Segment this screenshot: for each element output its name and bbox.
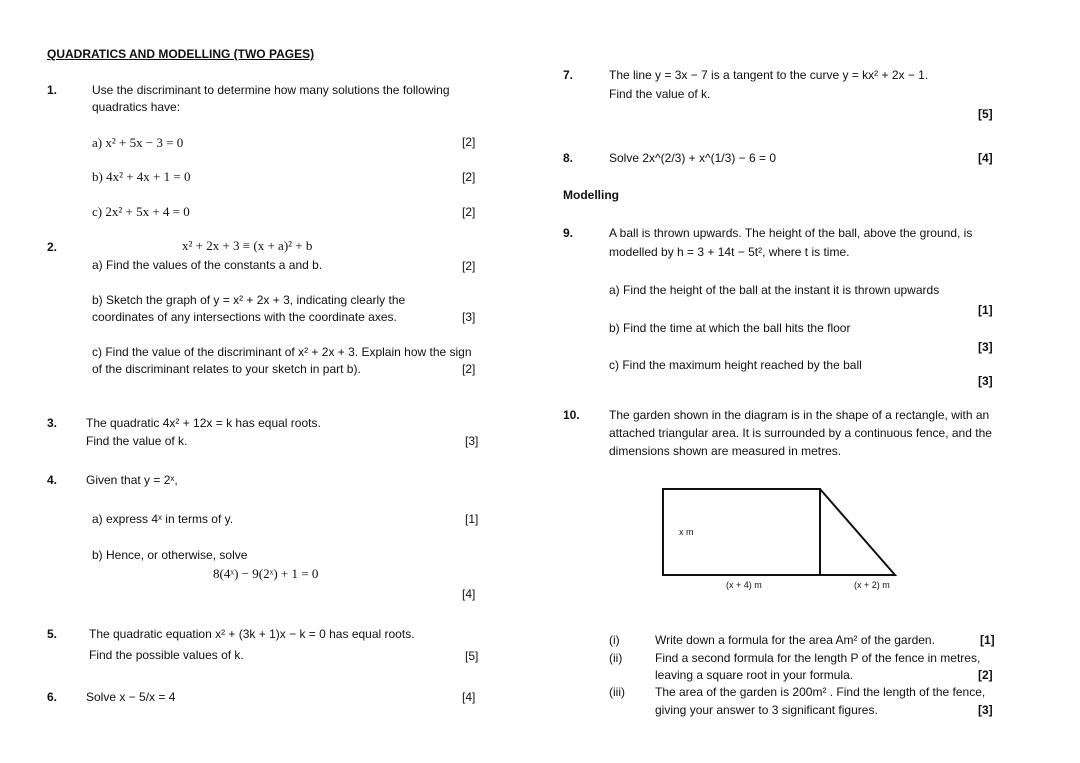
bottom-left-label: (x + 4) m bbox=[726, 580, 762, 590]
q1b-marks: [2] bbox=[462, 170, 476, 184]
q2a-text: a) Find the values of the constants a and b. bbox=[92, 258, 323, 272]
q9a-text: a) Find the height of the ball at the instant it is thrown upwards bbox=[609, 283, 940, 297]
q7-text-line2: Find the value of k. bbox=[609, 87, 711, 101]
q9c-marks: [3] bbox=[978, 374, 993, 388]
q9b-marks: [3] bbox=[978, 340, 993, 354]
q10iii-label: (iii) bbox=[609, 685, 625, 699]
q2b-text-line1: b) Sketch the graph of y = x² + 2x + 3, indicating clearly the bbox=[92, 293, 406, 307]
q2a-marks: [2] bbox=[462, 259, 476, 273]
q7-marks: [5] bbox=[978, 107, 993, 121]
garden-diagram bbox=[655, 480, 985, 600]
q5-marks: [5] bbox=[465, 649, 479, 663]
q3-number: 3. bbox=[47, 416, 58, 430]
q10ii-marks: [2] bbox=[978, 668, 993, 682]
q10i-marks: [1] bbox=[980, 633, 995, 647]
q10iii-text-line1: The area of the garden is 200m² . Find the length of the fence, bbox=[655, 685, 986, 699]
garden-triangle bbox=[820, 489, 895, 575]
q4b-marks: [4] bbox=[462, 587, 476, 601]
q10-text-line1: The garden shown in the diagram is in the shape of a rectangle, with an bbox=[609, 408, 990, 422]
modelling-heading: Modelling bbox=[563, 188, 619, 202]
q2c-marks: [2] bbox=[462, 362, 476, 376]
q9-text-line2: modelled by h = 3 + 14t − 5t², where t is time. bbox=[609, 245, 850, 259]
q3-text-line1: The quadratic 4x² + 12x = k has equal roots. bbox=[86, 416, 321, 430]
q10ii-text-line1: Find a second formula for the length P of the fence in metres, bbox=[655, 651, 981, 665]
q2b-marks: [3] bbox=[462, 310, 476, 324]
q1-text-line2: quadratics have: bbox=[92, 100, 181, 114]
q10-text-line2: attached triangular area. It is surrounded by a continuous fence, and the bbox=[609, 426, 992, 440]
q4-given: Given that y = 2ˣ, bbox=[86, 473, 178, 487]
q6-text: Solve x − 5/x = 4 bbox=[86, 690, 176, 704]
q8-marks: [4] bbox=[978, 151, 993, 165]
q5-text-line2: Find the possible values of k. bbox=[89, 648, 244, 662]
q1a-marks: [2] bbox=[462, 135, 476, 149]
q1a-equation: a) x² + 5x − 3 = 0 bbox=[92, 135, 184, 150]
q10-text-line3: dimensions shown are measured in metres. bbox=[609, 444, 842, 458]
q8-text: Solve 2x^(2/3) + x^(1/3) − 6 = 0 bbox=[609, 151, 777, 165]
q5-text-line1: The quadratic equation x² + (3k + 1)x − k = 0 has equal roots. bbox=[89, 627, 415, 641]
q4b-text: b) Hence, or otherwise, solve bbox=[92, 548, 248, 562]
q8-number: 8. bbox=[563, 151, 574, 165]
q4-number: 4. bbox=[47, 473, 58, 487]
q10iii-marks: [3] bbox=[978, 703, 993, 717]
q1c-marks: [2] bbox=[462, 205, 476, 219]
q7-number: 7. bbox=[563, 68, 574, 82]
q6-number: 6. bbox=[47, 690, 58, 704]
q10-number: 10. bbox=[563, 408, 580, 422]
q10iii-text-line2: giving your answer to 3 significant figures. bbox=[655, 703, 878, 717]
q6-marks: [4] bbox=[462, 690, 476, 704]
q1-text-line1: Use the discriminant to determine how many solutions the following bbox=[92, 83, 450, 97]
q1c-equation: c) 2x² + 5x + 4 = 0 bbox=[92, 204, 190, 219]
q10i-label: (i) bbox=[609, 633, 620, 647]
q4b-equation: 8(4ˣ) − 9(2ˣ) + 1 = 0 bbox=[213, 566, 319, 581]
q9a-marks: [1] bbox=[978, 303, 993, 317]
q3-text-line2: Find the value of k. bbox=[86, 434, 188, 448]
page-title: QUADRATICS AND MODELLING (TWO PAGES) bbox=[47, 47, 315, 61]
q10ii-text-line2: leaving a square root in your formula. bbox=[655, 668, 854, 682]
q4a-text: a) express 4ˣ in terms of y. bbox=[92, 512, 234, 526]
q9-number: 9. bbox=[563, 226, 574, 240]
q1b-equation: b) 4x² + 4x + 1 = 0 bbox=[92, 169, 191, 184]
q2c-text-line2: of the discriminant relates to your sketch in part b). bbox=[92, 362, 361, 376]
q2b-text-line2: coordinates of any intersections with the coordinate axes. bbox=[92, 310, 397, 324]
q4a-marks: [1] bbox=[465, 512, 479, 526]
bottom-right-label: (x + 2) m bbox=[854, 580, 890, 590]
q10ii-label: (ii) bbox=[609, 651, 623, 665]
q7-text-line1: The line y = 3x − 7 is a tangent to the curve y = kx² + 2x − 1. bbox=[609, 68, 929, 82]
side-label: x m bbox=[679, 527, 694, 537]
q9-text-line1: A ball is thrown upwards. The height of the ball, above the ground, is bbox=[609, 226, 973, 240]
q9c-text: c) Find the maximum height reached by the ball bbox=[609, 358, 862, 372]
q5-number: 5. bbox=[47, 627, 58, 641]
q3-marks: [3] bbox=[465, 434, 479, 448]
q9b-text: b) Find the time at which the ball hits the floor bbox=[609, 321, 851, 335]
q2c-text-line1: c) Find the value of the discriminant of x² + 2x + 3. Explain how the sign bbox=[92, 345, 472, 359]
q2-number: 2. bbox=[47, 240, 58, 254]
q1-number: 1. bbox=[47, 83, 58, 97]
q2-identity: x² + 2x + 3 ≡ (x + a)² + b bbox=[182, 238, 313, 253]
q10i-text: Write down a formula for the area Am² of the garden. bbox=[655, 633, 935, 647]
